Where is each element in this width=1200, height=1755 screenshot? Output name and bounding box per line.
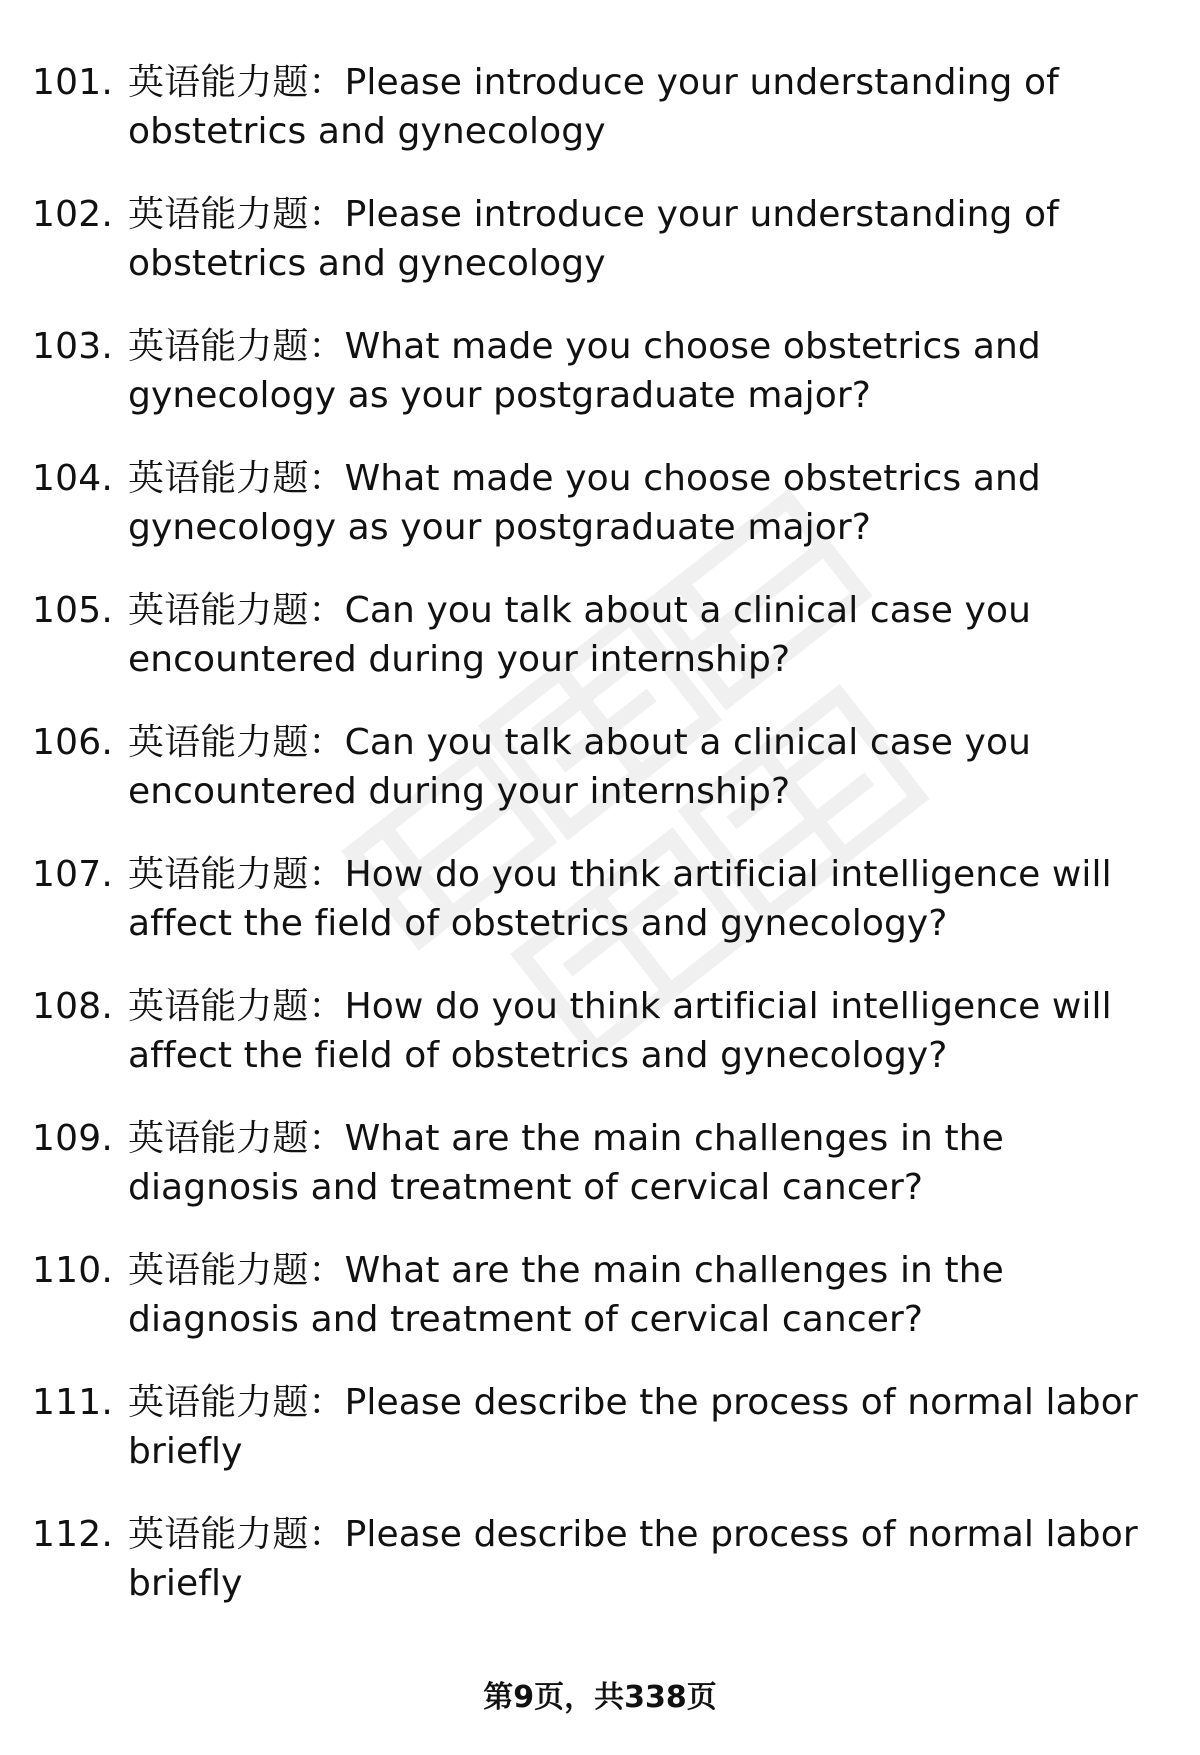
question-category: 英语能力题： <box>128 1514 345 1555</box>
question-text <box>128 1510 1158 1608</box>
question-number: 104. <box>32 458 113 499</box>
question-content: Please introduce your understanding of obstetrics and gynecology <box>128 194 1059 284</box>
question-category: 英语能力题： <box>128 1382 345 1423</box>
question-number: 105. <box>32 590 113 631</box>
question-content: What are the main challenges in the diagnosis and treatment of cervical cancer? <box>128 1118 1004 1208</box>
question-number: 106. <box>32 722 113 763</box>
question-content: Please introduce your understanding of obstetrics and gynecology <box>128 62 1059 152</box>
question-category: 英语能力题： <box>128 458 345 499</box>
question-category: 英语能力题： <box>128 194 345 235</box>
question-number: 103. <box>32 326 113 367</box>
question-number: 101. <box>32 62 113 103</box>
list-item <box>32 1510 1172 1608</box>
question-text <box>128 454 1158 552</box>
question-content: Please describe the process of normal labor briefly <box>128 1514 1138 1604</box>
question-text <box>128 718 1158 816</box>
question-number: 102. <box>32 194 113 235</box>
question-text <box>128 190 1158 288</box>
question-content: How do you think artificial intelligence will affect the field of obstetrics and gynecology? <box>128 986 1112 1076</box>
question-text <box>128 1378 1158 1476</box>
question-text <box>128 1246 1158 1344</box>
question-category: 英语能力题： <box>128 1118 345 1159</box>
question-content: Can you talk about a clinical case you encountered during your internship? <box>128 590 1032 680</box>
question-number: 110. <box>32 1250 113 1291</box>
question-content: What made you choose obstetrics and gynecology as your postgraduate major? <box>128 458 1041 548</box>
question-category: 英语能力题： <box>128 590 345 631</box>
question-category: 英语能力题： <box>128 326 345 367</box>
page-number-footer: 第9页，共338页 <box>483 1680 717 1715</box>
list-item <box>32 322 1172 420</box>
question-number: 109. <box>32 1118 113 1159</box>
question-list <box>32 58 1172 1642</box>
question-number: 112. <box>32 1514 113 1555</box>
list-item <box>32 850 1172 948</box>
question-text <box>128 1114 1158 1212</box>
list-item <box>32 1246 1172 1344</box>
question-content: How do you think artificial intelligence will affect the field of obstetrics and gynecology? <box>128 854 1112 944</box>
list-item <box>32 1378 1172 1476</box>
list-item <box>32 58 1172 156</box>
list-item <box>32 586 1172 684</box>
question-content: Please describe the process of normal labor briefly <box>128 1382 1138 1472</box>
question-category: 英语能力题： <box>128 854 345 895</box>
question-category: 英语能力题： <box>128 1250 345 1291</box>
question-content: What made you choose obstetrics and gynecology as your postgraduate major? <box>128 326 1041 416</box>
question-text <box>128 58 1158 156</box>
question-content: Can you talk about a clinical case you encountered during your internship? <box>128 722 1032 812</box>
question-category: 英语能力题： <box>128 986 345 1027</box>
question-text <box>128 586 1158 684</box>
question-category: 英语能力题： <box>128 722 345 763</box>
question-text <box>128 850 1158 948</box>
question-number: 111. <box>32 1382 113 1423</box>
question-content: What are the main challenges in the diagnosis and treatment of cervical cancer? <box>128 1250 1004 1340</box>
list-item <box>32 718 1172 816</box>
question-number: 108. <box>32 986 113 1027</box>
question-text <box>128 322 1158 420</box>
question-category: 英语能力题： <box>128 62 345 103</box>
list-item <box>32 1114 1172 1212</box>
question-number: 107. <box>32 854 113 895</box>
list-item <box>32 454 1172 552</box>
list-item <box>32 982 1172 1080</box>
question-text <box>128 982 1158 1080</box>
list-item <box>32 190 1172 288</box>
